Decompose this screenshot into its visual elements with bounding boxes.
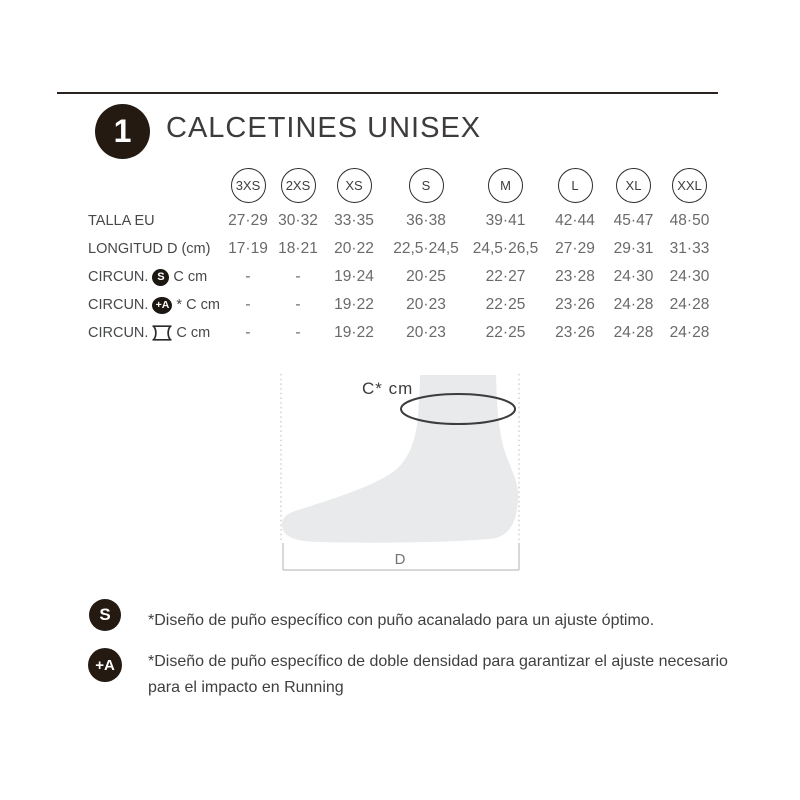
size-value-cell: 23·28 [555, 268, 595, 285]
size-value-cell: 29·31 [613, 240, 654, 257]
size-value-cell: 22·25 [485, 296, 526, 313]
size-circle-s: S [409, 168, 444, 203]
size-value-cell: 20·22 [334, 240, 374, 257]
note-text-plus-a [148, 649, 728, 701]
size-value-cell: 45·47 [613, 212, 654, 229]
row-label-suffix: C cm [176, 325, 211, 341]
size-value-cell: 42·44 [555, 212, 595, 229]
note-s-line-1: *Diseño de puño específico con puño acanalado para un ajuste óptimo. [148, 612, 655, 629]
row-label-text: CIRCUN. [88, 297, 149, 313]
size-value-cell: 48·50 [669, 212, 710, 229]
row-label [88, 291, 223, 319]
row-label-text: CIRCUN. [88, 325, 149, 341]
size-column-header [323, 163, 385, 207]
size-value-cell: 27·29 [228, 212, 268, 229]
cuff-icon [152, 325, 172, 341]
size-value-cell: 17·19 [228, 240, 268, 257]
size-circle-xl: XL [616, 168, 651, 203]
size-value-cell: 20·23 [406, 324, 446, 341]
size-column-header [661, 163, 718, 207]
size-table-row [88, 263, 718, 291]
size-value-cell: 22,5·24,5 [393, 240, 459, 257]
length-label: D [394, 551, 406, 568]
size-value-cell: - [295, 324, 301, 341]
note-text-s [148, 608, 654, 634]
note-badge-s [89, 599, 121, 631]
row-label-suffix: * C cm [176, 297, 220, 313]
size-value-cell: 23·26 [555, 296, 595, 313]
size-circle-3xs: 3XS [231, 168, 266, 203]
size-column-header [606, 163, 661, 207]
s-cuff-badge: S [152, 269, 169, 286]
size-circle-2xs: 2XS [281, 168, 316, 203]
size-value-cell: - [245, 324, 251, 341]
size-value-cell: 27·29 [555, 240, 595, 257]
size-value-cell: 24·30 [613, 268, 654, 285]
note-badge-s-text: S [99, 605, 111, 624]
size-value-cell: 31·33 [669, 240, 710, 257]
size-value-cell: 39·41 [485, 212, 526, 229]
size-value-cell: 24·28 [669, 296, 710, 313]
size-table-row [88, 235, 718, 263]
size-value-cell: 36·38 [406, 212, 446, 229]
size-circle-xs: XS [337, 168, 372, 203]
size-circle-l: L [558, 168, 593, 203]
size-column-header [544, 163, 606, 207]
size-table-row [88, 207, 718, 235]
size-column-header [223, 163, 273, 207]
size-value-cell: - [245, 296, 251, 313]
size-value-cell: 23·26 [555, 324, 595, 341]
size-value-cell: 22·25 [485, 324, 526, 341]
size-value-cell: 19·22 [334, 296, 374, 313]
size-value-cell: - [295, 268, 301, 285]
note-plus-a-line-1: *Diseño de puño específico de doble densidad para garantizar el ajuste necesario [148, 653, 728, 670]
size-table-row [88, 319, 718, 347]
size-value-cell: 22·27 [485, 268, 526, 285]
size-circle-m: M [488, 168, 523, 203]
section-number-badge [95, 104, 150, 159]
row-label-suffix: C cm [173, 269, 208, 285]
row-label [88, 207, 223, 235]
size-value-cell: 24,5·26,5 [472, 240, 539, 257]
size-value-cell: 24·28 [613, 296, 654, 313]
size-column-header [273, 163, 323, 207]
note-badge-plus-a-text: +A [95, 656, 115, 674]
foot-diagram-graphic [278, 371, 522, 575]
note-plus-a-line-2: para el impacto en Running [148, 679, 344, 696]
size-value-cell: 18·21 [278, 240, 318, 257]
size-value-cell: 24·30 [669, 268, 710, 285]
size-value-cell: 20·23 [406, 296, 446, 313]
row-label [88, 235, 223, 263]
foot-diagram [278, 371, 522, 575]
size-value-cell: 20·25 [406, 268, 446, 285]
row-label-text: CIRCUN. [88, 269, 149, 285]
row-label [88, 319, 223, 347]
row-label-text: TALLA EU [88, 213, 155, 229]
foot-silhouette [282, 375, 518, 543]
circumference-label: C* cm [362, 379, 414, 398]
top-divider-line [57, 92, 718, 94]
size-value-cell: - [295, 296, 301, 313]
page-title: CALCETINES UNISEX [166, 112, 482, 144]
row-label [88, 263, 223, 291]
size-value-cell: - [245, 268, 251, 285]
size-value-cell: 19·24 [334, 268, 374, 285]
size-column-header [385, 163, 467, 207]
plus-a-cuff-badge: +A [152, 297, 172, 314]
size-value-cell: 24·28 [669, 324, 710, 341]
size-header-row [88, 163, 718, 207]
size-table [88, 163, 718, 347]
size-column-header [467, 163, 544, 207]
size-circle-xxl: XXL [672, 168, 707, 203]
size-header-spacer [88, 163, 223, 207]
size-value-cell: 33·35 [334, 212, 374, 229]
section-number: 1 [113, 113, 132, 149]
size-value-cell: 30·32 [278, 212, 318, 229]
row-label-text: LONGITUD D (cm) [88, 241, 211, 257]
size-value-cell: 19·22 [334, 324, 374, 341]
size-table-row [88, 291, 718, 319]
note-badge-plus-a [88, 648, 122, 682]
size-value-cell: 24·28 [613, 324, 654, 341]
